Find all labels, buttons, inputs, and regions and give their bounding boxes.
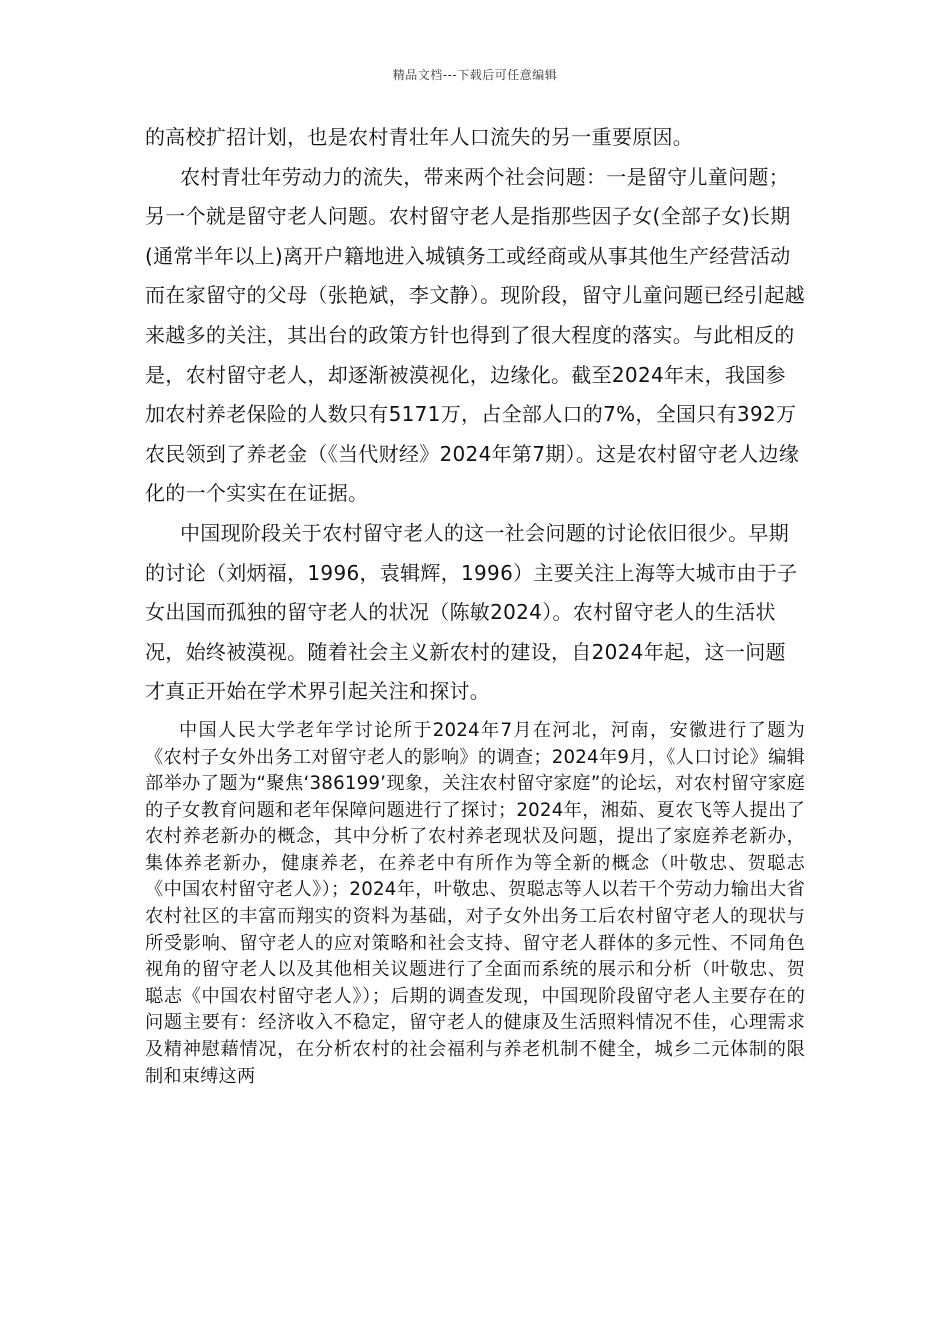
paragraph-research-status: 中国现阶段关于农村留守老人的这一社会问题的讨论依旧很少。早期的讨论（刘炳福，1996，袁辑辉，1996）主要关注上海等大城市由于子女出国而孤独的留守老人的状况（陈敏2024）。农村留守老人的生活状况，始终被漠视。随着社会主义新农村的建设，自2024年起，这一问题才真正开始在学术界引起关注和探讨。	[145, 520, 798, 704]
document-body	[145, 118, 805, 1090]
paragraph-continuation: 的高校扩招计划，也是农村青壮年人口流失的另一重要原因。	[145, 125, 694, 149]
paragraph-left-behind-problems: 农村青壮年劳动力的流失，带来两个社会问题：一是留守儿童问题；另一个就是留守老人问题。农村留守老人是指那些因子女(全部子女)长期(通常半年以上)离开户籍地进入城镇务工或经商或从事其他生产经营活动而在家留守的父母（张艳斌，李文静）。现阶段，留守儿童问题已经引起越来越多的关注，其出台的政策方针也得到了很大程度的落实。与此相反的是，农村留守老人，却逐渐被漠视化，边缘化。截至2024年末，我国参加农村养老保险的人数只有5171万，占全部人口的7%，全国只有392万农民领到了养老金（《当代财经》2024年第7期）。这是农村留守老人边缘化的一个实实在在证据。	[145, 164, 805, 506]
page-header: 精品文档---下载后可任意编辑	[392, 68, 558, 82]
paragraph-literature-review: 中国人民大学老年学讨论所于2024年7月在河北，河南，安徽进行了题为《农村子女外出务工对留守老人的影响》的调查；2024年9月，《人口讨论》编辑部举办了题为“聚焦‘386199’现象，关注农村留守家庭”的论坛，对农村留守家庭的子女教育问题和老年保障问题进行了探讨；2024年，湘茹、夏农飞等人提出了农村养老新办的概念，其中分析了农村养老现状及问题，提出了家庭养老新办，集体养老新办，健康养老，在养老中有所作为等全新的概念（叶敬忠、贺聪志《中国农村留守老人》）；2024年，叶敬忠、贺聪志等人以若干个劳动力输出大省农村社区的丰富而翔实的资料为基础，对子女外出务工后农村留守老人的现状与所受影响、留守老人的应对策略和社会支持、留守老人群体的多元性、不同角色视角的留守老人以及其他相关议题进行了全面而系统的展示和分析（叶敬忠、贺聪志《中国农村留守老人》）；后期的调查发现，中国现阶段留守老人主要存在的问题主要有：经济收入不稳定，留守老人的健康及生活照料情况不佳，心理需求及精神慰藉情况，在分析农村的社会福利与养老机制不健全，城乡二元体制的限制和束缚这两	[145, 719, 805, 1087]
